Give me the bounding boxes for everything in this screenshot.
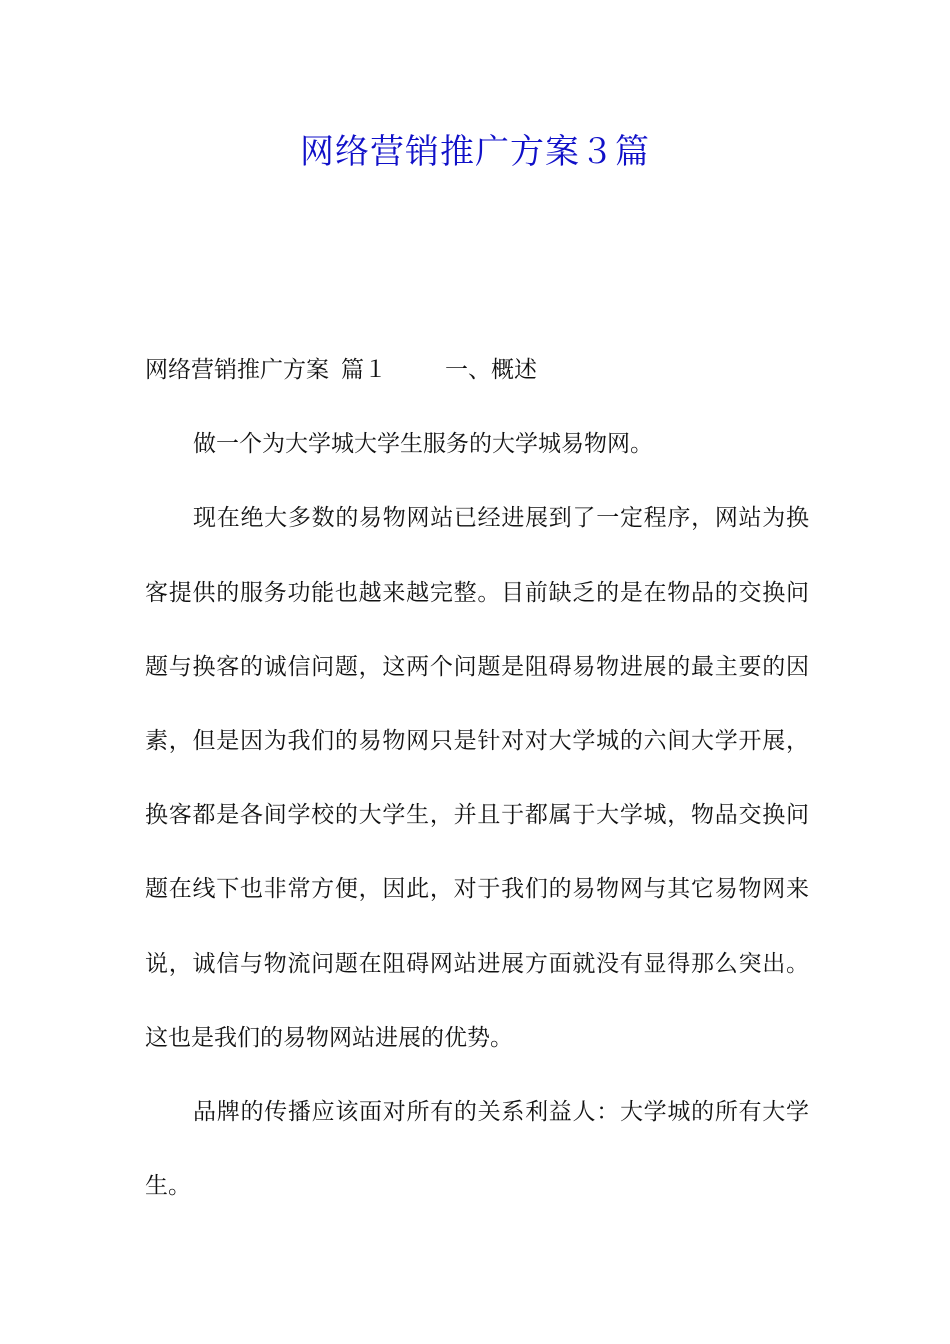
paragraph-3: 品牌的传播应该面对所有的关系利益人：大学城的所有大学生。 xyxy=(145,1099,809,1200)
article-label: 网络营销推广方案 xyxy=(145,357,329,383)
section-heading: 一、概述 xyxy=(445,357,537,383)
document-title: 网络营销推广方案３篇 xyxy=(300,132,650,172)
paragraph-2: 现在绝大多数的易物网站已经进展到了一定程序，网站为换客提供的服务功能也越来越完整。目前缺乏的是在物品的交换问题与换客的诚信问题，这两个问题是阻碍易物进展的最主要的因素，但是因为我们的易物网只是针对对大学城的六间大学开展，换客都是各间学校的大学生，并且于都属于大学城，物品交换问题在线下也非常方便，因此，对于我们的易物网与其它易物网来说，诚信与物流问题在阻碍网站进展方面就没有显得那么突出。这也是我们的易物网站进展的优势。 xyxy=(145,505,809,1051)
document-body xyxy=(145,333,809,1223)
paragraph-1: 做一个为大学城大学生服务的大学城易物网。 xyxy=(193,431,653,458)
article-heading xyxy=(145,333,809,407)
article-number: 篇１ xyxy=(341,357,387,383)
